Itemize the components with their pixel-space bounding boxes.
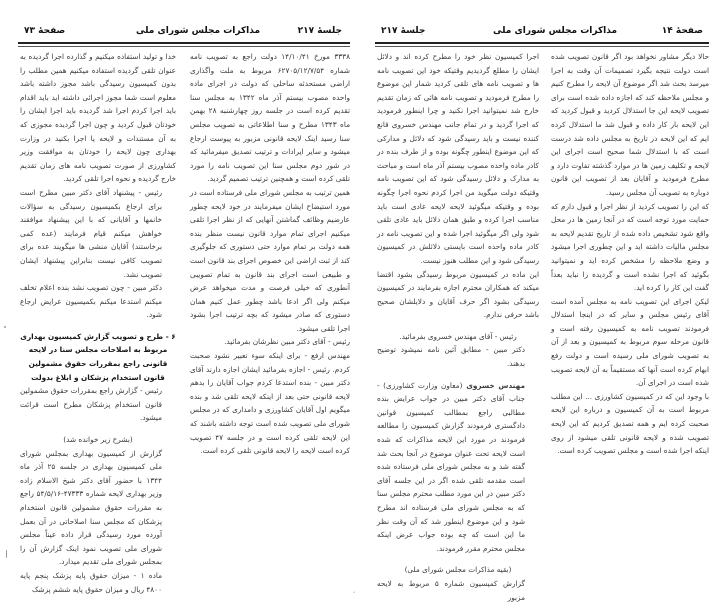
- left-page-column-left: [20, 50, 176, 596]
- right-page-column-left: [377, 50, 539, 604]
- paragraph: [377, 379, 539, 556]
- left-page: [0, 0, 363, 601]
- left-page-running-title: مذاکرات مجلس شورای ملی: [136, 26, 261, 36]
- paragraph: دکتر مبین - چون تصویب نشد بنده اعلام تخلف میکنم استدعا میکنم بکمیسیون عرایض ارجاع شود.: [20, 283, 162, 320]
- right-page: [353, 0, 726, 602]
- footer-mark: ،: [353, 588, 355, 595]
- paragraph: این ماده در کمیسیون مربوط رسیدگی بشود اقتضا میکند که همکاران محترم اجازه بفرمایند در کمیسیون رسیدگی بشود اگر حرف آقایان و دلایلشان صحیح باشد حرفی ندارم.: [377, 269, 539, 320]
- paragraph: که این را تصویب کردید از نظر اجرا و قبول دارم که حمایت مورد توجه است که در آنجا زمین ها در محل واقع شود تشخیص داده شده از تاریخ تقدیم لایحه به مجلس مالیات داشته اید و این چطوری اجرا میشود و وضع ملاحظه را مشخص کرده اید و نمیتوانید بگوئید که اجرا نشده است و گردیده را نباید بعداً گفت این کار را کرده اید.: [551, 201, 709, 293]
- left-page-session: جلسهٔ ۲۱۷: [297, 26, 342, 36]
- paragraph: گزارش از کمیسیون بهداری بمجلس شورای ملی کمیسیون بهداری در جلسه ۲۵ آذر ماه ۱۳۴۴ با حضور آقای دکتر شیخ الاسلام زاده وزیر بهداری لایحه شماره ۴۷۳۳۳-۵۴/۵/۱۶ راجع به مقررات حقوق مشمولین قانون استخدام پزشکان که مجلس سنا اصلاحاتی در آن بعمل آورده مورد رسیدگی قرار داده عیناً مجلس شورای ملی تصویب نمود اینک گزارش آن را بمجلس شورای ملی تقدیم میدارد.: [20, 448, 162, 567]
- paragraph: با وجود این که در کمیسیون کشاورزی ... این مطلب مربوط است به آن کمیسیون و درباره این لایحه صحبت کرده ایم و همه تصدیق کردیم که این لایحه تصویب شده و لایحه قانونی تلقی میشود از روی اینکه اجرا شده است و مجلس تصویب کرده است.: [551, 391, 709, 456]
- paragraph: لیکن اجرای این تصویب نامه به مجلس آمده است آقای رئیس مجلس و سایر که در اینجا استدلال فرمودند تصویب نامه به کمیسیون رفته است و قانون مرحله سوم مربوط به کمیسیون و بعد از آن به تصویب شورای ملی رسیده است و دولت رفع ابهام کرده است آنها که مستقیماً به آن لایحه تصویب شده است در اجرای آن.: [551, 296, 709, 388]
- speech-text: (معاون وزارت کشاورزی) - جناب آقای دکتر مبین در جواب عرایض بنده مطالبی راجع بمطالب کمیسیون قوانین دادگستری فرمودند گزارش کمیسیون را مطالعه فرمودند در مورد این لایحه مذاکرات که شده است لایحه تحت عنوان موضوع در آنجا بحث شد گفته شد و به مجلس شورای ملی فرستاده شده است مقدمه تلقی شده اگر در این جلسه آقای دکتر مبین در این مورد مطلب محترم مجلس سنا که به مجلس شورای ملی فرستاده اند مطرح شود و این موضوع اینطور شد که آن وقت نظر ما این است که چه بوده جواب عرض اینکه مجلس محترم مقرر فرمودند.: [377, 380, 525, 553]
- paragraph: همین ترتیب به مجلس شورای ملی فرستاده است در مورد استیضاح ایشان میفرمایند در خود لایحه چطور عارضیم وظائف گماشتن آنهایی که از نظر اجرا تلقی میکنیم اجرای تمام موارد قانون نیست منظر بنده همه دولت بر تمام موارد حتی دستوری که جلوگیری کند از ثبت اراضی این خصوص اجرای بند قانون است و طبیعی است اجرای بند قانون به تمام تصویبی آنطوری که خیلی فرصت و مدت میخواهد عرض میکنم ولی اگر ادعا باشد چطور عمل کنیم همان دستوری که صادر میشود که بچه ترتیب اجرا بشود اجرا تلقی میشود.: [190, 187, 350, 333]
- right-page-number: صفحهٔ ۱۴: [661, 26, 703, 36]
- paragraph: ۳۳۳۸ مورخ ۱۴/۱۰/۴۱ دولت راجع به تصویب نامه شماره ۶۲۷۰۵/۱۲/۷/۵۴ مربوط به ملت واگذاری اراضی مستحدثه ساحلی که دولت در اجرای ماده واحده مصوب بیستم آذر ماه ۱۳۴۲ به مجلس سنا تقدیم کرده است در جلسه روز چهارشنبه ۲۸ بهمن ماه ۱۳۴۳ مطرح و سنا اطلاعاتی به تصویب مجلس سنا رسید اینک لایحه قانونی مزبور به پیوست ارجاع میشود و سایر ایرادات و ترتیب تصدیق میفرمائید که در شور دوم مجلس سنا این تصویب نامه را مورد تلقی کرده است و همچنین ترتیب تصمیم گردید.: [190, 52, 351, 184]
- paragraph: رئیس - آقای دکتر مبین نظرشان بفرمائید.: [224, 337, 350, 347]
- right-page-header: [377, 26, 707, 40]
- paragraph: رئیس - گزارش راجع بمقررات حقوق مشمولین قانون استخدام پزشکان مطرح است قرائت میشود.: [20, 386, 162, 423]
- left-page-number: صفحهٔ ۷۳: [24, 26, 66, 36]
- scan-speck: [6, 550, 7, 558]
- speaker-name: مهندس خسروی: [462, 380, 525, 390]
- paragraph: (بقیه مذاکرات مجلس شورای ملی): [404, 565, 512, 575]
- paragraph: ماده ۱ - میزان حقوق پایه پزشک پنجم پایه ۴۸۰۰ ریال و میزان حقوق پایه ششم پزشک: [20, 570, 162, 594]
- right-page-session: جلسهٔ ۲۱۷: [381, 26, 426, 36]
- left-header-subrule: [18, 46, 350, 47]
- left-header-rule: [18, 42, 350, 44]
- paragraph: گزارش کمیسیون شماره ۵ مربوط به لایحه مزبور: [377, 578, 525, 602]
- right-header-subrule: [375, 46, 709, 47]
- left-page-header: [18, 26, 348, 40]
- paragraph: مهندس ارفع - برای اینکه سوء تعبیر نشود صحبت کردم. رئیس - اجازه بفرمائید ایشان اجازه دارند آقای دکتر مبین - بنده استدعا کردم جواب آقایان را بدهم لایحه قانونی حتی بعد از اینکه لایحه تلقی شد و بنده میگویم اول آقایان کشاورزی و دامداری که در مجلس شورای ملی تصویب شده است توجه داشته باشند که این لایحه تلقی کرده است و در جلسه ۴۷ تصویب کرده است لایحه را لایحه قانونی تلقی کرده است.: [190, 351, 350, 456]
- paragraph: خدا و تولید استفاده میکنیم و گذارده اجرا گردیده به عنوان تلقی گردیده استفاده میکنیم همین مطلب را بدون کمیسیون رسیدگی باشد مجوز داشته باشد معلوم است شما مجوز اجرائی داشته اید باید اقدام باید اجرا کردم اجرا شد گردیده باید اجرا ایشان را خودتان قبول کردید و چون اجرا گردیده مجوزی که به آن مستندات و لایحه یا اجرا بکنید در وزارت بهداری چون لایحه را خودتان به موافقت وزیر کشاورزی از صورت تصویب نامه های زمان تقدیم خارج گردیده و نحوه اجرا تلقی کردید.: [20, 52, 176, 184]
- paragraph: رئیس - پیشنهاد آقای دکتر مبین مطرح است برای ارجاع بکمیسیون رسیدگی به سؤالات خانمها و آقایانی که با این پیشنهاد موافقند خواهش میکنم قیام فرمایند (عده کمی برخاستند) آقایان منشی ها میگویند عده برای تصویب کافی نیست بنابراین پیشنهاد ایشان تصویب نشد.: [20, 187, 162, 279]
- right-page-running-title: مذاکرات مجلس شورای ملی: [493, 26, 618, 36]
- paragraph: دکتر مبین - مطابق آئین نامه نمیشود توضیح بدهند.: [377, 345, 525, 369]
- paragraph: رئیس - آقای مهندس خسروی بفرمائید.: [399, 331, 517, 341]
- paragraph: حالا دیگر مشاور نخواهد بود اگر قانون تصویب شده است دولت نتیجه بگیرد تصمیمات آن وقت به اجرا میرسد بحث شد اگر موضوع آن لایحه را مطرح کنیم و مجلس ملاحظه کند که اجازه داده شده است برای تصویب لایحه این جا استدلال کردید و قبول کردید که این لایحه بار کار داده و قبول شد ما استدلال کرده ایم که این لایحه در تاریخ به مجلس داده شد درست است که با استدلال شما صحیح است اجرای این لایحه و تکلیف زمین ها در موارد گذشته تفاوت دارد و مطرح فرمودید و آقایان بعد از تصویب این قانون دوباره به تصویب آن مجلس رسید.: [551, 52, 709, 197]
- scan-speck: [4, 326, 6, 328]
- paragraph: اجرا کمیسیون نظر خود را مطرح کرده اند و دلائل ایشان را مطلع گردیدیم وقتیکه خود این تصویب نامه ها و تصویب نامه های تلقی کردید شمار این موضوع را مطرح فرمودید و تصویب نامه هائی که زمان تقدیم خارج شد نمیتوانید اجرا نکنید و چرا اینطور فرمودید که اجرا گردید و در تمام جانب مهندس خسروی قانع کننده نیست و باید رسیدگی شود که دلائل و مدارکی که این موضوع اینطور چگونه بوده و از طرف بنده در کادر ماده واحده مصوب بیستم آذر ماه است و مباحث به مدارک و دلائل رسیدگی شود که این تصویب نامه وقتیکه دولت میگوید من اجرا کردم نحوه اجرا چگونه بوده و وقتیکه میگوئید لایحه لایحه عادی است باید مناسب اجرا کرده و طبق همان دلائل باید عادی تلقی شود ولی اگر میگوئید اجرا شده و این تصویب نامه در کادر ماده واحده است بایستی دلائلش در کمیسیون رسیدگی شود و این مطلب هنوز نیست.: [377, 52, 539, 265]
- right-header-rule: [375, 42, 709, 44]
- section-heading: ۶ - طرح و تصویب گزارش کمیسیون بهداری مربوط به اصلاحات مجلس سنا در لایحه قانونی راجع بمقررات حقوق مشمولین قانون استخدام پزشکان و ابلاغ بدولت: [20, 331, 176, 382]
- left-page-column-right: [190, 50, 350, 458]
- paragraph: (بشرح زیر خوانده شد): [63, 435, 133, 445]
- right-page-column-right: [551, 50, 709, 458]
